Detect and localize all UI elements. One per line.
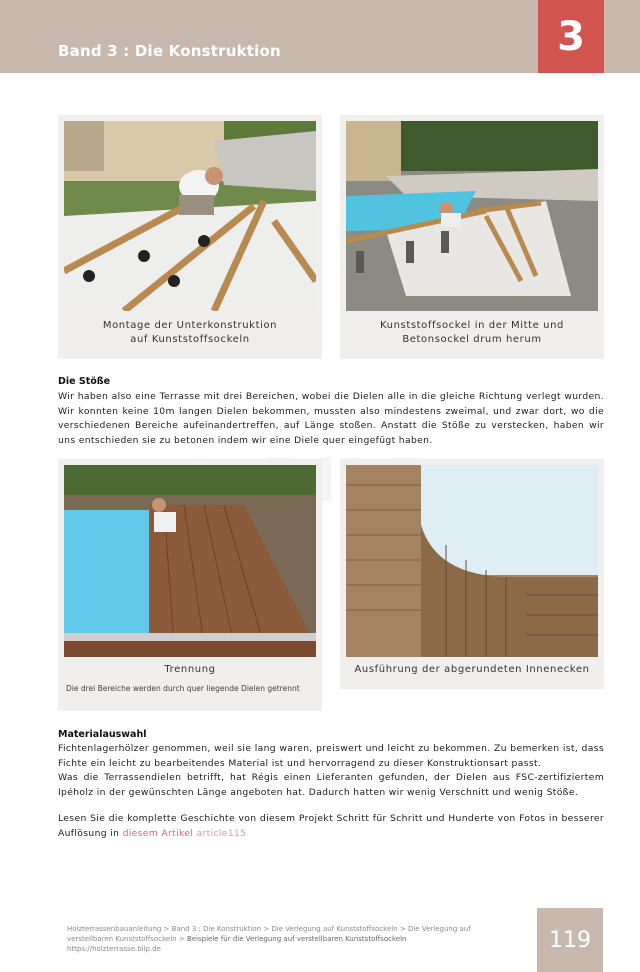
closing-text: Lesen Sie die komplette Geschichte von diesem Projekt Schritt für Schritt und Hunderte von Fotos in besserer Auflösung in [58,813,604,839]
section-heading-material: Materialauswahl [58,729,147,740]
photo-card-separation [58,459,322,711]
paragraph-joints [58,390,604,448]
breadcrumb-path[interactable]: Holzterrassenbauanleitung > Band 3 : Die Konstruktion > Die Verlegung auf Kunststoffsockeln > Die Verlegung auf verstellbaren Kunststoffsockeln > [67,925,471,943]
photo-card-substructure [58,115,322,359]
page-number-badge: 119 [537,908,603,972]
footer-breadcrumb [67,924,507,954]
paragraph-text: Was die Terrassendielen betrifft, hat Régis einen Lieferanten gefunden, der Dielen aus FSC-zertifiziertem Ipéholz in der gewünschten Länge angeboten hat. Dadurch hatten wir wenig Verschnitt und wenig Stöße. [58,772,604,798]
section-heading-joints: Die Stöße [58,376,111,387]
paragraph-material [58,742,604,800]
photo-caption: Ausführung der abgerundeten Innenecken [354,664,590,675]
photo-deck-separation [64,465,316,657]
paragraph-text: Fichtenlagerhölzer genommen, weil sie lang waren, preiswert und leicht zu bekommen. Zu bemerken ist, dass Fichte ein leicht zu bearbeitendes Material ist und hervorragend zu dieser Konstruktionsart passt. [58,743,604,769]
photo-substructure-installation [64,121,316,311]
photo-caption: Trennung [164,664,216,675]
chapter-title: Band 3 : Die Konstruktion [58,42,281,60]
article-link[interactable]: diesem Artikel [122,827,194,839]
paragraph-text: Wir haben also eine Terrasse mit drei Bereichen, wobei die Dielen alle in die gleiche Richtung verlegt wurden. Wir konnten keine 10m langen Dielen bekommen, mussten also mindestens zweimal, und zwar dort, wo die verschiedenen Bereiche aufeinandertreffen, auf Länge stoßen. Anstatt die Stöße zu verstecken, haben wir uns entschieden sie zu betonen indem wir eine Diele quer eingefügt haben. [58,391,604,446]
photo-rounded-inner-corners [346,465,598,657]
breadcrumb-current[interactable]: Beispiele für die Verlegung auf verstellbaren Kunststoffsockeln [186,935,407,943]
photo-subcaption: Die drei Bereiche werden durch quer liegende Dielen getrennt [66,684,300,693]
chapter-number-badge: 3 [538,0,604,73]
footer-url[interactable]: https://holzterrasse.bilp.de [67,945,161,953]
photo-pool-pedestals [346,121,598,311]
photo-card-plastic-pedestals [340,115,604,359]
article-reference[interactable]: article115 [196,827,247,839]
paragraph-closing [58,812,604,841]
photo-caption: Kunststoffsockel in der Mitte und Betonsockel drum herum [379,320,564,345]
photo-caption: Montage der Unterkonstruktion auf Kunststoffsockeln [102,320,278,345]
photo-card-rounded-corners [340,459,604,689]
